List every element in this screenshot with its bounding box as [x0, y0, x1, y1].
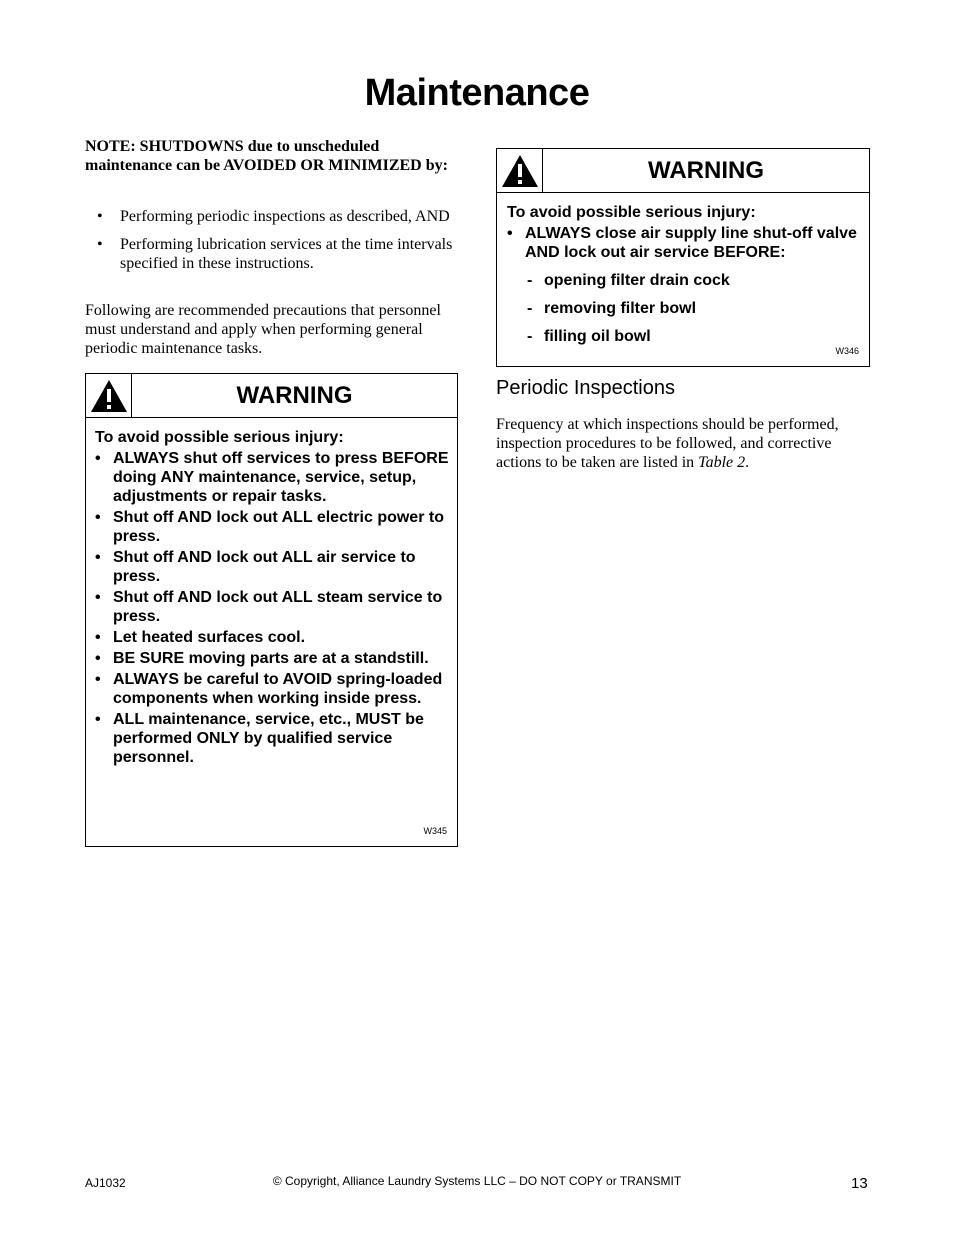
- bullet-text: Performing periodic inspections as described, AND: [120, 208, 450, 225]
- warning-intro: To avoid possible serious injury:: [95, 429, 344, 446]
- warning-subitem-text: opening filter drain cock: [544, 272, 730, 289]
- warning-item-text: ALWAYS be careful to AVOID spring-loaded components when working inside press.: [113, 671, 443, 707]
- bullet-icon: •: [97, 208, 103, 225]
- warning-subitem: - removing filter bowl: [527, 300, 697, 317]
- warning-item-text: Shut off AND lock out ALL steam service to press.: [113, 589, 443, 625]
- precautions-paragraph: Following are recommended precautions that personnel must understand and apply when performing general periodic maintenance tasks.: [85, 302, 441, 357]
- warning-code: W346: [835, 346, 859, 356]
- warning-item-text: Shut off AND lock out ALL air service to press.: [113, 549, 416, 585]
- warning-triangle-icon: [501, 154, 539, 188]
- periodic-text-end: .: [745, 454, 750, 471]
- warning-header: [86, 374, 457, 418]
- periodic-text-body: Frequency at which inspections should be performed, inspection procedures to be followed, and corrective actions to be taken are listed in: [496, 416, 839, 471]
- warning-intro: To avoid possible serious injury:: [507, 204, 756, 221]
- periodic-inspections-text: [496, 415, 871, 472]
- bullet-icon: •: [97, 236, 103, 253]
- warning-item-text: Let heated surfaces cool.: [113, 629, 306, 646]
- table-reference-link[interactable]: Table 2: [698, 454, 746, 471]
- page-number: 13: [851, 1175, 868, 1192]
- warning-list: [507, 224, 862, 262]
- warning-item-text: ALWAYS shut off services to press BEFORE doing ANY maintenance, service, setup, adjustments or repair tasks.: [113, 450, 449, 505]
- warning-item-text: ALWAYS close air supply line shut-off valve AND lock out air service BEFORE:: [525, 225, 857, 261]
- warning-item: • ALWAYS shut off services to press BEFORE doing ANY maintenance, service, setup, adjustments or repair tasks.: [95, 450, 449, 505]
- warning-body: [507, 203, 862, 346]
- warning-icon-cell: [497, 149, 543, 192]
- warning-item: • Let heated surfaces cool.: [95, 629, 306, 646]
- warning-title: WARNING: [236, 382, 353, 409]
- warning-subitem: - opening filter drain cock: [527, 272, 730, 289]
- list-item: [85, 235, 455, 273]
- warning-body: [95, 428, 450, 767]
- warning-header: [497, 149, 869, 193]
- warning-box-w346: [496, 148, 870, 367]
- warning-item: • ALWAYS close air supply line shut-off valve AND lock out air service BEFORE:: [507, 225, 857, 261]
- warning-triangle-icon: [90, 379, 128, 413]
- periodic-inspections-heading: Periodic Inspections: [496, 377, 675, 399]
- warning-item: • ALWAYS be careful to AVOID spring-loaded components when working inside press.: [95, 671, 443, 707]
- warning-item: • Shut off AND lock out ALL air service to press.: [95, 549, 416, 585]
- warning-title: WARNING: [648, 157, 764, 184]
- warning-item-text: ALL maintenance, service, etc., MUST be performed ONLY by qualified service personnel.: [113, 711, 424, 766]
- shutdown-note: NOTE: SHUTDOWNS due to unscheduled maintenance can be AVOIDED OR MINIMIZED by:: [85, 138, 448, 174]
- warning-subitem-text: filling oil bowl: [544, 328, 651, 345]
- warning-list: [95, 449, 450, 767]
- copyright-notice: © Copyright, Alliance Laundry Systems LLC – DO NOT COPY or TRANSMIT: [272, 1174, 682, 1188]
- warning-box-w345: [85, 373, 458, 847]
- warning-code: W345: [423, 826, 447, 836]
- bullet-text: Performing lubrication services at the time intervals specified in these instructions.: [120, 236, 453, 272]
- shutdown-bullet-list: [85, 207, 455, 282]
- warning-icon-cell: [86, 374, 132, 417]
- warning-item-text: Shut off AND lock out ALL electric power to press.: [113, 509, 444, 545]
- warning-item-text: BE SURE moving parts are at a standstill.: [113, 650, 429, 667]
- warning-subitem-text: removing filter bowl: [544, 300, 697, 317]
- warning-item: • ALL maintenance, service, etc., MUST be performed ONLY by qualified service personnel.: [95, 711, 424, 766]
- warning-item: • Shut off AND lock out ALL electric power to press.: [95, 509, 444, 545]
- warning-item: • BE SURE moving parts are at a standstill.: [95, 650, 429, 667]
- document-id: AJ1032: [85, 1176, 126, 1190]
- warning-subitem: - filling oil bowl: [527, 328, 651, 345]
- page-title: Maintenance: [364, 72, 590, 114]
- list-item: [85, 207, 455, 226]
- warning-item: • Shut off AND lock out ALL steam service to press.: [95, 589, 443, 625]
